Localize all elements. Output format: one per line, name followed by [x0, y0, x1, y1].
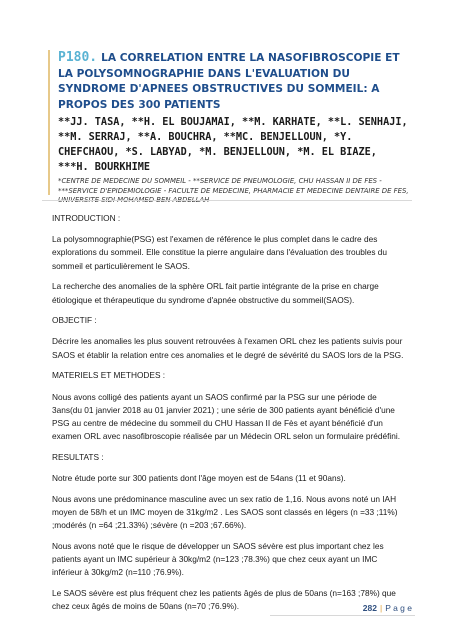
footer-divider: [270, 615, 415, 616]
section-heading-objective: OBJECTIF :: [52, 315, 97, 326]
section-heading-results: RESULTATS :: [52, 451, 104, 462]
abstract-title-text: LA CORRELATION ENTRE LA NASOFIBROSCOPIE ET LA POLYSOMNOGRAPHIE DANS L'EVALUATION DU SYNDROME D'APNEES OBSTRUCTIVES DU SOMMEIL: A PROPOS DES 300 PATIENTS: [58, 52, 400, 111]
paragraph-introduction-2: La recherche des anomalies de la sphère ORL fait partie intégrante de la prise en charge étiologique et thérapeutique du syndrome d'apnée obstructive du sommeil(SAOS).: [52, 281, 379, 305]
header-divider: [42, 200, 412, 201]
paragraph-results-2: Nous avons une prédominance masculine avec un sex ratio de 1,16. Nous avons noté un IAH moyen de 58/h et un IMC moyen de 31kg/m2 . Les SAOS sont classés en légers (n =33 ;11%) ;modérés (n =64 ;21.33%) ;sévère (n =203 ;67.66%).: [52, 493, 398, 531]
page-label: P a g e: [385, 603, 412, 613]
page-footer: [363, 603, 412, 613]
section-heading-introduction: INTRODUCTION :: [52, 213, 121, 223]
paragraph-introduction-1: La polysomnographie(PSG) est l'examen de référence le plus complet dans le cadre des explorations du sommeil. Elle constitue la pierre angulaire dans l'évaluation des troubles du sommeil et particulièrement le SAOS.: [52, 234, 388, 271]
paragraph-results-1: Notre étude porte sur 300 patients dont l'âge moyen est de 54ans (11 et 90ans).: [52, 473, 346, 484]
abstract-body: [52, 212, 406, 621]
paragraph-results-3: Nous avons noté que le risque de développer un SAOS sévère est plus important chez les patients ayant un IMC supérieur à 30kg/m2 (n=123 ;78.3%) que chez ceux ayant un IMC inférieur à 30kg/m2 (n=110 ;76.9%).: [52, 540, 384, 578]
section-heading-methods: MATERIELS ET METHODES :: [52, 370, 166, 381]
paragraph-objective: Décrire les anomalies les plus souvent retrouvées à l'examen ORL chez les patients suivis pour SAOS et établir la relation entre ces anomalies et le degré de sévérité du SAOS lors de la PSG.: [52, 336, 404, 360]
abstract-code: P180.: [58, 50, 98, 65]
paragraph-results-4: Le SAOS sévère est plus fréquent chez les patients âgés de plus de 50ans (n=163 ;78%) que chez ceux âgés de moins de 50ans (n=70 ;76.9%).: [52, 587, 396, 612]
author-list: **JJ. TASA, **H. EL BOUJAMAI, **M. KARHATE, **L. SENHAJI, **M. SERRAJ, **A. BOUCHRA, **MC. BENJELLOUN, *Y. CHEFCHAOU, *S. LABYAD, *M. BENJELLOUN, *M. EL BIAZE, ***H. BOURKHIME: [58, 117, 408, 173]
footer-separator: |: [379, 603, 383, 613]
page-number: 282: [362, 603, 377, 613]
paragraph-methods: Nous avons colligé des patients ayant un SAOS confirmé par la PSG sur une période de 3ans(du 01 janvier 2018 au 01 janvier 2021) ; une série de 300 patients ayant bénéficié d'une PSG au centre de médecine du sommeil du CHU Hassan II de Fès et ayant bénéficié d'un examen ORL avec nasofibroscopie réalisée par un Médecin ORL selon un formulaire prédéfini.: [52, 391, 401, 442]
abstract-title: [58, 50, 410, 113]
affiliations: *CENTRE DE MEDECINE DU SOMMEIL - **SERVICE DE PNEUMOLOGIE, CHU HASSAN II DE FES - ***SERVICE D'EPIDEMIOLOGIE - FACULTE DE MEDECINE, PHARMACIE ET MEDECINE DENTAIRE DE FES, UNIVERSITE SIDI MOHAMED BEN ABDELLAH: [58, 177, 409, 205]
abstract-header: [48, 50, 410, 205]
